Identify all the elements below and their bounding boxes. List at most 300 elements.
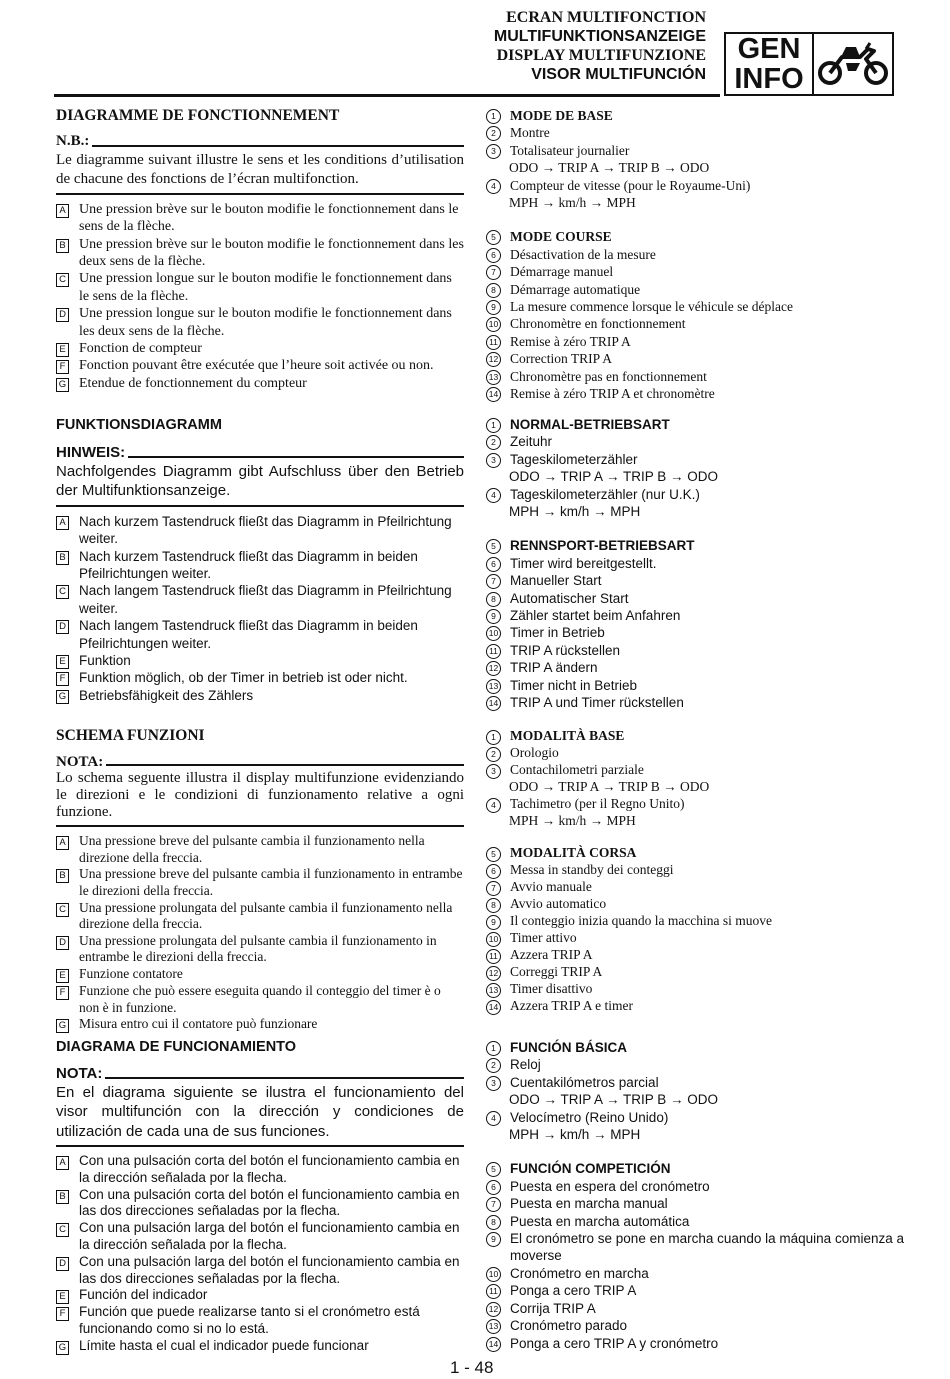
numbered-list-es-1 (486, 1039, 906, 1143)
legend-text: Une pression brève sur le bouton modifie le fonctionnement dans le sens de la flèche. (79, 201, 459, 235)
legend-item (56, 1254, 464, 1288)
legend-text: Funktion (79, 653, 131, 669)
numbered-list-it-1 (486, 728, 906, 829)
numbered-item (486, 796, 906, 813)
legend-item (56, 900, 464, 933)
legend-item (56, 1287, 464, 1304)
gen-info-badge (724, 32, 894, 96)
numbered-item (486, 1039, 906, 1056)
letter-key: E (56, 969, 69, 983)
motorcycle-icon (814, 34, 892, 94)
numbered-text: Remise à zéro TRIP A et chronomètre (510, 386, 715, 402)
number-key: 7 (486, 574, 501, 589)
numbered-item (486, 1230, 906, 1265)
note-label-row-fr (56, 133, 464, 150)
legend-item (56, 687, 464, 704)
numbered-item (486, 1074, 906, 1091)
legend-subline (486, 503, 906, 520)
legend-list-de (56, 513, 464, 704)
legend-text: Betriebsfähigkeit des Zählers (79, 687, 254, 703)
numbered-text: Remise à zéro TRIP A (510, 333, 631, 349)
numbered-item (486, 368, 906, 385)
numbered-item (486, 537, 906, 554)
legend-text: Nach langem Tastendruck fließt das Diagramm in Pfeilrichtung weiter. (79, 583, 452, 616)
number-key: 13 (486, 370, 501, 385)
number-key: 6 (486, 864, 501, 879)
numbered-text: Timer in Betrieb (510, 625, 605, 641)
letter-key: D (56, 620, 69, 634)
note-text-it: Lo schema seguente illustra il display multifunzione evidenziando le direzioni e le condizioni di funzionamento relative a ogni funzione. (56, 770, 464, 821)
numbered-text: Azzera TRIP A e timer (510, 998, 633, 1014)
legend-item (56, 582, 464, 617)
numbered-text: Totalisateur journalier (510, 142, 630, 158)
numbered-text: Messa in standby dei conteggi (510, 862, 674, 878)
legend-subline-text: ODO → TRIP A → TRIP B → ODO (509, 779, 710, 794)
letter-key: C (56, 903, 69, 917)
numbered-item (486, 607, 906, 624)
section-es (56, 1039, 464, 1355)
legend-item (56, 1220, 464, 1254)
note-label-it: NOTA: (56, 753, 104, 770)
numbered-item (486, 1109, 906, 1126)
note-label-es: NOTA: (56, 1064, 103, 1082)
numbered-item (486, 981, 906, 998)
numbered-item (486, 486, 906, 503)
letter-key: C (56, 1223, 69, 1237)
numbered-text: Ponga a cero TRIP A y cronómetro (510, 1335, 719, 1351)
numbered-text: Correction TRIP A (510, 351, 612, 367)
title-es: VISOR MULTIFUNCIÓN (531, 66, 706, 83)
number-key: 4 (486, 798, 501, 813)
numbered-item (486, 350, 906, 367)
legend-item (56, 548, 464, 583)
letter-key: E (56, 1290, 69, 1304)
numbered-item (486, 762, 906, 779)
section-fr (56, 107, 464, 392)
number-key: 10 (486, 1267, 501, 1282)
numbered-item (486, 1178, 906, 1195)
numbered-text: Puesta en marcha automática (510, 1213, 690, 1229)
number-key: 1 (486, 730, 501, 745)
numbered-item (486, 124, 906, 141)
legend-item (56, 340, 464, 357)
numbered-text: FUNCIÓN BÁSICA (510, 1040, 627, 1055)
number-key: 14 (486, 1000, 501, 1015)
numbered-text: RENNSPORT-BETRIEBSART (510, 538, 695, 554)
numbered-text: Tachimetro (per il Regno Unito) (510, 795, 685, 811)
letter-key: F (56, 1307, 69, 1321)
numbered-legend-es (486, 1039, 906, 1352)
number-key: 5 (486, 1162, 501, 1177)
legend-text: Une pression brève sur le bouton modifie le fonctionnement dans les deux sens de la flèche. (79, 236, 464, 270)
number-key: 6 (486, 248, 501, 263)
number-key: 4 (486, 1111, 501, 1126)
legend-text: Nach kurzem Tastendruck fließt das Diagramm in Pfeilrichtung weiter. (79, 513, 452, 547)
numbered-text: Chronomètre en fonctionnement (510, 316, 686, 332)
legend-subline (486, 779, 906, 796)
legend-text: Con una pulsación larga del botón el funcionamiento cambia en la dirección señalada por la flecha. (79, 1220, 460, 1253)
numbered-item (486, 246, 906, 263)
numbered-item (486, 998, 906, 1015)
numbered-item (486, 677, 906, 694)
number-key: 2 (486, 435, 501, 450)
legend-text: Une pression longue sur le bouton modifie le fonctionnement dans le sens de la flèche. (79, 271, 452, 304)
legend-text: Fonction de compteur (79, 341, 202, 357)
legend-text: Una pressione breve del pulsante cambia il funzionamento in entrambe le direzioni della freccia. (79, 866, 463, 898)
number-key: 5 (486, 230, 501, 245)
numbered-item (486, 930, 906, 947)
letter-key: G (56, 1341, 69, 1355)
numbered-item (486, 964, 906, 981)
numbered-item (486, 1317, 906, 1334)
numbered-item (486, 728, 906, 745)
number-key: 6 (486, 1180, 501, 1195)
title-it: DISPLAY MULTIFUNZIONE (496, 47, 706, 64)
legend-subline-text: MPH → km/h → MPH (509, 812, 636, 828)
number-key: 12 (486, 1302, 501, 1317)
numbered-text: TRIP A und Timer rückstellen (510, 695, 684, 711)
number-key: 12 (486, 966, 501, 981)
legend-item (56, 1016, 464, 1033)
numbered-item (486, 624, 906, 641)
note-text-de: Nachfolgendes Diagramm gibt Aufschluss über den Betrieb der Multifunktionsanzeige. (56, 462, 464, 500)
number-key: 9 (486, 609, 501, 624)
number-key: 10 (486, 932, 501, 947)
numbered-item (486, 263, 906, 280)
letter-key: D (56, 1257, 69, 1271)
numbered-list-fr-1 (486, 107, 906, 211)
legend-text: Una pressione prolungata del pulsante cambia il funzionamento nella direzione della freccia. (79, 899, 453, 932)
number-key: 3 (486, 453, 501, 468)
heading-de: FUNKTIONSDIAGRAMM (56, 417, 222, 433)
number-key: 4 (486, 488, 501, 503)
note-text-es: En el diagrama siguiente se ilustra el funcionamiento del visor multifunción con la dirección y condiciones de utilización de cada una de sus funciones. (56, 1083, 464, 1140)
numbered-list-fr-2 (486, 228, 906, 402)
numbered-text: Démarrage manuel (510, 264, 614, 280)
numbered-text: Reloj (510, 1057, 541, 1073)
numbered-legend-de (486, 416, 906, 712)
numbered-item (486, 1056, 906, 1073)
numbered-legend-fr (486, 107, 906, 403)
numbered-text: Zähler startet beim Anfahren (510, 608, 681, 624)
number-key: 2 (486, 126, 501, 141)
heading-it: SCHEMA FUNZIONI (56, 727, 205, 744)
legend-item (56, 866, 464, 899)
legend-text: Funktion möglich, ob der Timer in betrieb ist oder nicht. (79, 670, 408, 686)
title-de: MULTIFUNKTIONSANZEIGE (493, 28, 706, 45)
number-key: 13 (486, 1319, 501, 1334)
number-key: 13 (486, 983, 501, 998)
number-key: 11 (486, 949, 501, 964)
legend-subline (486, 194, 906, 211)
number-key: 5 (486, 847, 501, 862)
section-it (56, 728, 464, 1033)
legend-text: Misura entro cui il contatore può funzionare (79, 1016, 318, 1032)
legend-text: Función del indicador (79, 1287, 208, 1303)
numbered-text: Montre (510, 125, 550, 141)
numbered-item (486, 947, 906, 964)
numbered-text: Avvio automatico (510, 896, 607, 912)
numbered-item (486, 572, 906, 589)
legend-text: Con una pulsación corta del botón el funcionamiento cambia en la dirección señalada por la flecha. (79, 1153, 460, 1185)
number-key: 14 (486, 387, 501, 402)
letter-key: A (56, 836, 69, 850)
numbered-text: Orologio (510, 745, 559, 760)
number-key: 3 (486, 764, 501, 779)
numbered-text: TRIP A rückstellen (510, 642, 621, 658)
number-key: 12 (486, 661, 501, 676)
number-key: 8 (486, 283, 501, 298)
header-titles (494, 8, 706, 84)
legend-subline-text: ODO → TRIP A → TRIP B → ODO (509, 160, 710, 176)
numbered-text: Compteur de vitesse (pour le Royaume-Uni) (510, 177, 751, 193)
numbered-item (486, 1195, 906, 1212)
number-key: 14 (486, 696, 501, 711)
number-key: 12 (486, 352, 501, 367)
numbered-item (486, 745, 906, 762)
letter-key: D (56, 308, 69, 322)
legend-subline (486, 159, 906, 176)
numbered-text: Automatischer Start (510, 590, 629, 606)
number-key: 2 (486, 1058, 501, 1073)
legend-text: Límite hasta el cual el indicador puede funcionar (79, 1338, 369, 1354)
legend-subline-text: ODO → TRIP A → TRIP B → ODO (509, 1092, 719, 1108)
number-key: 10 (486, 626, 501, 641)
numbered-text: El cronómetro se pone en marcha cuando la máquina comienza a moverse (510, 1231, 904, 1264)
number-key: 11 (486, 1284, 501, 1299)
numbered-item (486, 590, 906, 607)
legend-list-fr (56, 201, 464, 392)
number-key: 3 (486, 144, 501, 159)
numbered-item (486, 1300, 906, 1317)
numbered-item (486, 433, 906, 450)
legend-item (56, 983, 464, 1016)
numbered-text: Démarrage automatique (510, 281, 641, 297)
number-key: 7 (486, 1197, 501, 1212)
numbered-item (486, 142, 906, 159)
numbered-text: MODE COURSE (510, 229, 612, 245)
legend-subline-text: MPH → km/h → MPH (509, 195, 636, 211)
number-key: 7 (486, 881, 501, 896)
numbered-text: Puesta en espera del cronómetro (510, 1178, 710, 1194)
letter-key: D (56, 936, 69, 950)
numbered-item (486, 896, 906, 913)
legend-item (56, 513, 464, 548)
divider (56, 193, 464, 195)
legend-list-it (56, 833, 464, 1033)
letter-key: F (56, 672, 69, 686)
number-key: 14 (486, 1337, 501, 1352)
legend-text: Funzione che può essere eseguita quando il conteggio del timer è o non è in funzione. (79, 982, 441, 1015)
numbered-item (486, 642, 906, 659)
numbered-item (486, 1335, 906, 1352)
numbered-text: Chronomètre pas en fonctionnement (510, 368, 707, 384)
numbered-text: La mesure commence lorsque le véhicule se déplace (510, 299, 793, 315)
numbered-text: TRIP A ändern (510, 660, 598, 676)
note-label-de: HINWEIS: (56, 444, 126, 462)
numbered-list-de-2 (486, 537, 906, 711)
numbered-text: Timer attivo (510, 930, 577, 946)
number-key: 10 (486, 317, 501, 332)
numbered-text: MODALITÀ BASE (510, 728, 625, 743)
numbered-text: Désactivation de la mesure (510, 246, 656, 262)
legend-item (56, 966, 464, 983)
letter-key: F (56, 986, 69, 1000)
letter-key: A (56, 204, 69, 218)
legend-text: Fonction pouvant être exécutée que l’heure soit activée ou non. (79, 358, 434, 374)
numbered-item (486, 333, 906, 350)
header-rule (54, 94, 720, 97)
title-fr: ECRAN MULTIFONCTION (506, 9, 706, 26)
letter-key: B (56, 551, 69, 565)
numbered-item (486, 913, 906, 930)
legend-text: Una pressione breve del pulsante cambia il funzionamento nella direzione della freccia. (79, 833, 425, 865)
legend-item (56, 201, 464, 236)
legend-subline-text: MPH → km/h → MPH (509, 1127, 641, 1143)
legend-text: Una pressione prolungata del pulsante cambia il funzionamento in entrambe le direzioni della freccia. (79, 932, 437, 965)
numbered-legend-it (486, 728, 906, 1015)
legend-subline (486, 813, 906, 830)
numbered-text: Contachilometri parziale (510, 762, 644, 777)
legend-text: Función que puede realizarse tanto si el cronómetro está funcionando como si no lo está. (79, 1304, 420, 1337)
divider (56, 825, 464, 827)
letter-key: B (56, 1190, 69, 1204)
letter-key: B (56, 239, 69, 253)
numbered-text: MODE DE BASE (510, 108, 613, 123)
letter-key: E (56, 655, 69, 669)
note-label-row-it (56, 754, 464, 771)
legend-subline (486, 1126, 906, 1143)
number-key: 6 (486, 557, 501, 572)
numbered-text: Timer wird bereitgestellt. (510, 555, 657, 571)
legend-item (56, 1153, 464, 1187)
legend-item (56, 617, 464, 652)
numbered-text: Cronómetro parado (510, 1318, 628, 1334)
legend-item (56, 375, 464, 392)
numbered-item (486, 694, 906, 711)
numbered-text: Ponga a cero TRIP A (510, 1283, 637, 1299)
number-key: 9 (486, 1232, 501, 1247)
letter-key: C (56, 273, 69, 287)
legend-subline-text: MPH → km/h → MPH (509, 504, 641, 520)
legend-text: Nach kurzem Tastendruck fließt das Diagramm in beiden Pfeilrichtungen weiter. (79, 548, 418, 582)
numbered-text: Zeituhr (510, 434, 553, 450)
numbered-text: Manueller Start (510, 573, 602, 589)
numbered-text: Corrija TRIP A (510, 1300, 596, 1316)
legend-subline (486, 468, 906, 485)
note-label-row-de (56, 444, 464, 461)
legend-subline-text: ODO → TRIP A → TRIP B → ODO (509, 469, 719, 485)
numbered-item (486, 1282, 906, 1299)
number-key: 1 (486, 1041, 501, 1056)
legend-text: Funzione contatore (79, 965, 183, 981)
numbered-text: NORMAL-BETRIEBSART (510, 417, 670, 432)
numbered-text: FUNCIÓN COMPETICIÓN (510, 1161, 671, 1177)
letter-key: C (56, 585, 69, 599)
numbered-text: Azzera TRIP A (510, 947, 593, 963)
numbered-text: Tageskilometerzähler (nur U.K.) (510, 486, 700, 502)
page-number: 1 - 48 (450, 1358, 494, 1377)
number-key: 9 (486, 915, 501, 930)
number-key: 8 (486, 1215, 501, 1230)
numbered-text: Timer nicht in Betrieb (510, 677, 638, 693)
numbered-text: Cuentakilómetros parcial (510, 1074, 659, 1090)
legend-item (56, 1187, 464, 1221)
legend-text: Etendue de fonctionnement du compteur (79, 375, 307, 391)
letter-key: F (56, 360, 69, 374)
legend-text: Con una pulsación corta del botón el funcionamiento cambia en las dos direcciones señaladas por la flecha. (79, 1186, 460, 1219)
numbered-text: Avvio manuale (510, 879, 592, 895)
number-key: 11 (486, 335, 501, 350)
numbered-list-es-2 (486, 1160, 906, 1351)
letter-key: A (56, 1156, 69, 1170)
numbered-item (486, 315, 906, 332)
legend-text: Une pression longue sur le bouton modifie le fonctionnement dans les deux sens de la flèche. (79, 306, 452, 339)
numbered-text: Correggi TRIP A (510, 964, 603, 980)
numbered-item (486, 451, 906, 468)
numbered-item (486, 862, 906, 879)
number-key: 5 (486, 539, 501, 554)
legend-item (56, 357, 464, 374)
numbered-list-de-1 (486, 416, 906, 520)
numbered-item (486, 1160, 906, 1177)
letter-key: A (56, 516, 69, 530)
legend-text: Nach langem Tastendruck fließt das Diagramm in beiden Pfeilrichtungen weiter. (79, 618, 418, 651)
divider (56, 1145, 464, 1147)
numbered-item (486, 1265, 906, 1282)
legend-item (56, 933, 464, 966)
number-key: 8 (486, 592, 501, 607)
legend-item (56, 1304, 464, 1338)
numbered-text: Tageskilometerzähler (510, 451, 638, 467)
legend-item (56, 669, 464, 686)
numbered-item (486, 416, 906, 433)
letter-key: B (56, 869, 69, 883)
letter-key: G (56, 378, 69, 392)
legend-item (56, 833, 464, 866)
number-key: 2 (486, 747, 501, 762)
numbered-item (486, 107, 906, 124)
note-text-fr: Le diagramme suivant illustre le sens et les conditions d’utilisation de chacune des fonctions de l’écran multifonction. (56, 151, 464, 187)
legend-item (56, 652, 464, 669)
number-key: 11 (486, 644, 501, 659)
badge-line-1: GEN (737, 33, 801, 65)
numbered-text: MODALITÀ CORSA (510, 845, 637, 861)
numbered-item (486, 298, 906, 315)
number-key: 4 (486, 179, 501, 194)
numbered-item (486, 228, 906, 245)
legend-item (56, 305, 464, 340)
letter-key: E (56, 343, 69, 357)
numbered-item (486, 385, 906, 402)
heading-fr: DIAGRAMME DE FONCTIONNEMENT (56, 107, 340, 124)
numbered-text: Timer disattivo (510, 981, 593, 997)
legend-item (56, 236, 464, 271)
number-key: 7 (486, 265, 501, 280)
number-key: 1 (486, 418, 501, 433)
letter-key: G (56, 690, 69, 704)
divider (56, 505, 464, 507)
note-label-fr: N.B.: (56, 133, 90, 150)
legend-item (56, 270, 464, 305)
numbered-item (486, 177, 906, 194)
numbered-text: Cronómetro en marcha (510, 1265, 649, 1281)
section-de (56, 417, 464, 704)
numbered-item (486, 659, 906, 676)
numbered-text: Il conteggio inizia quando la macchina si muove (510, 913, 773, 929)
heading-es: DIAGRAMA DE FUNCIONAMIENTO (56, 1039, 297, 1055)
number-key: 9 (486, 300, 501, 315)
